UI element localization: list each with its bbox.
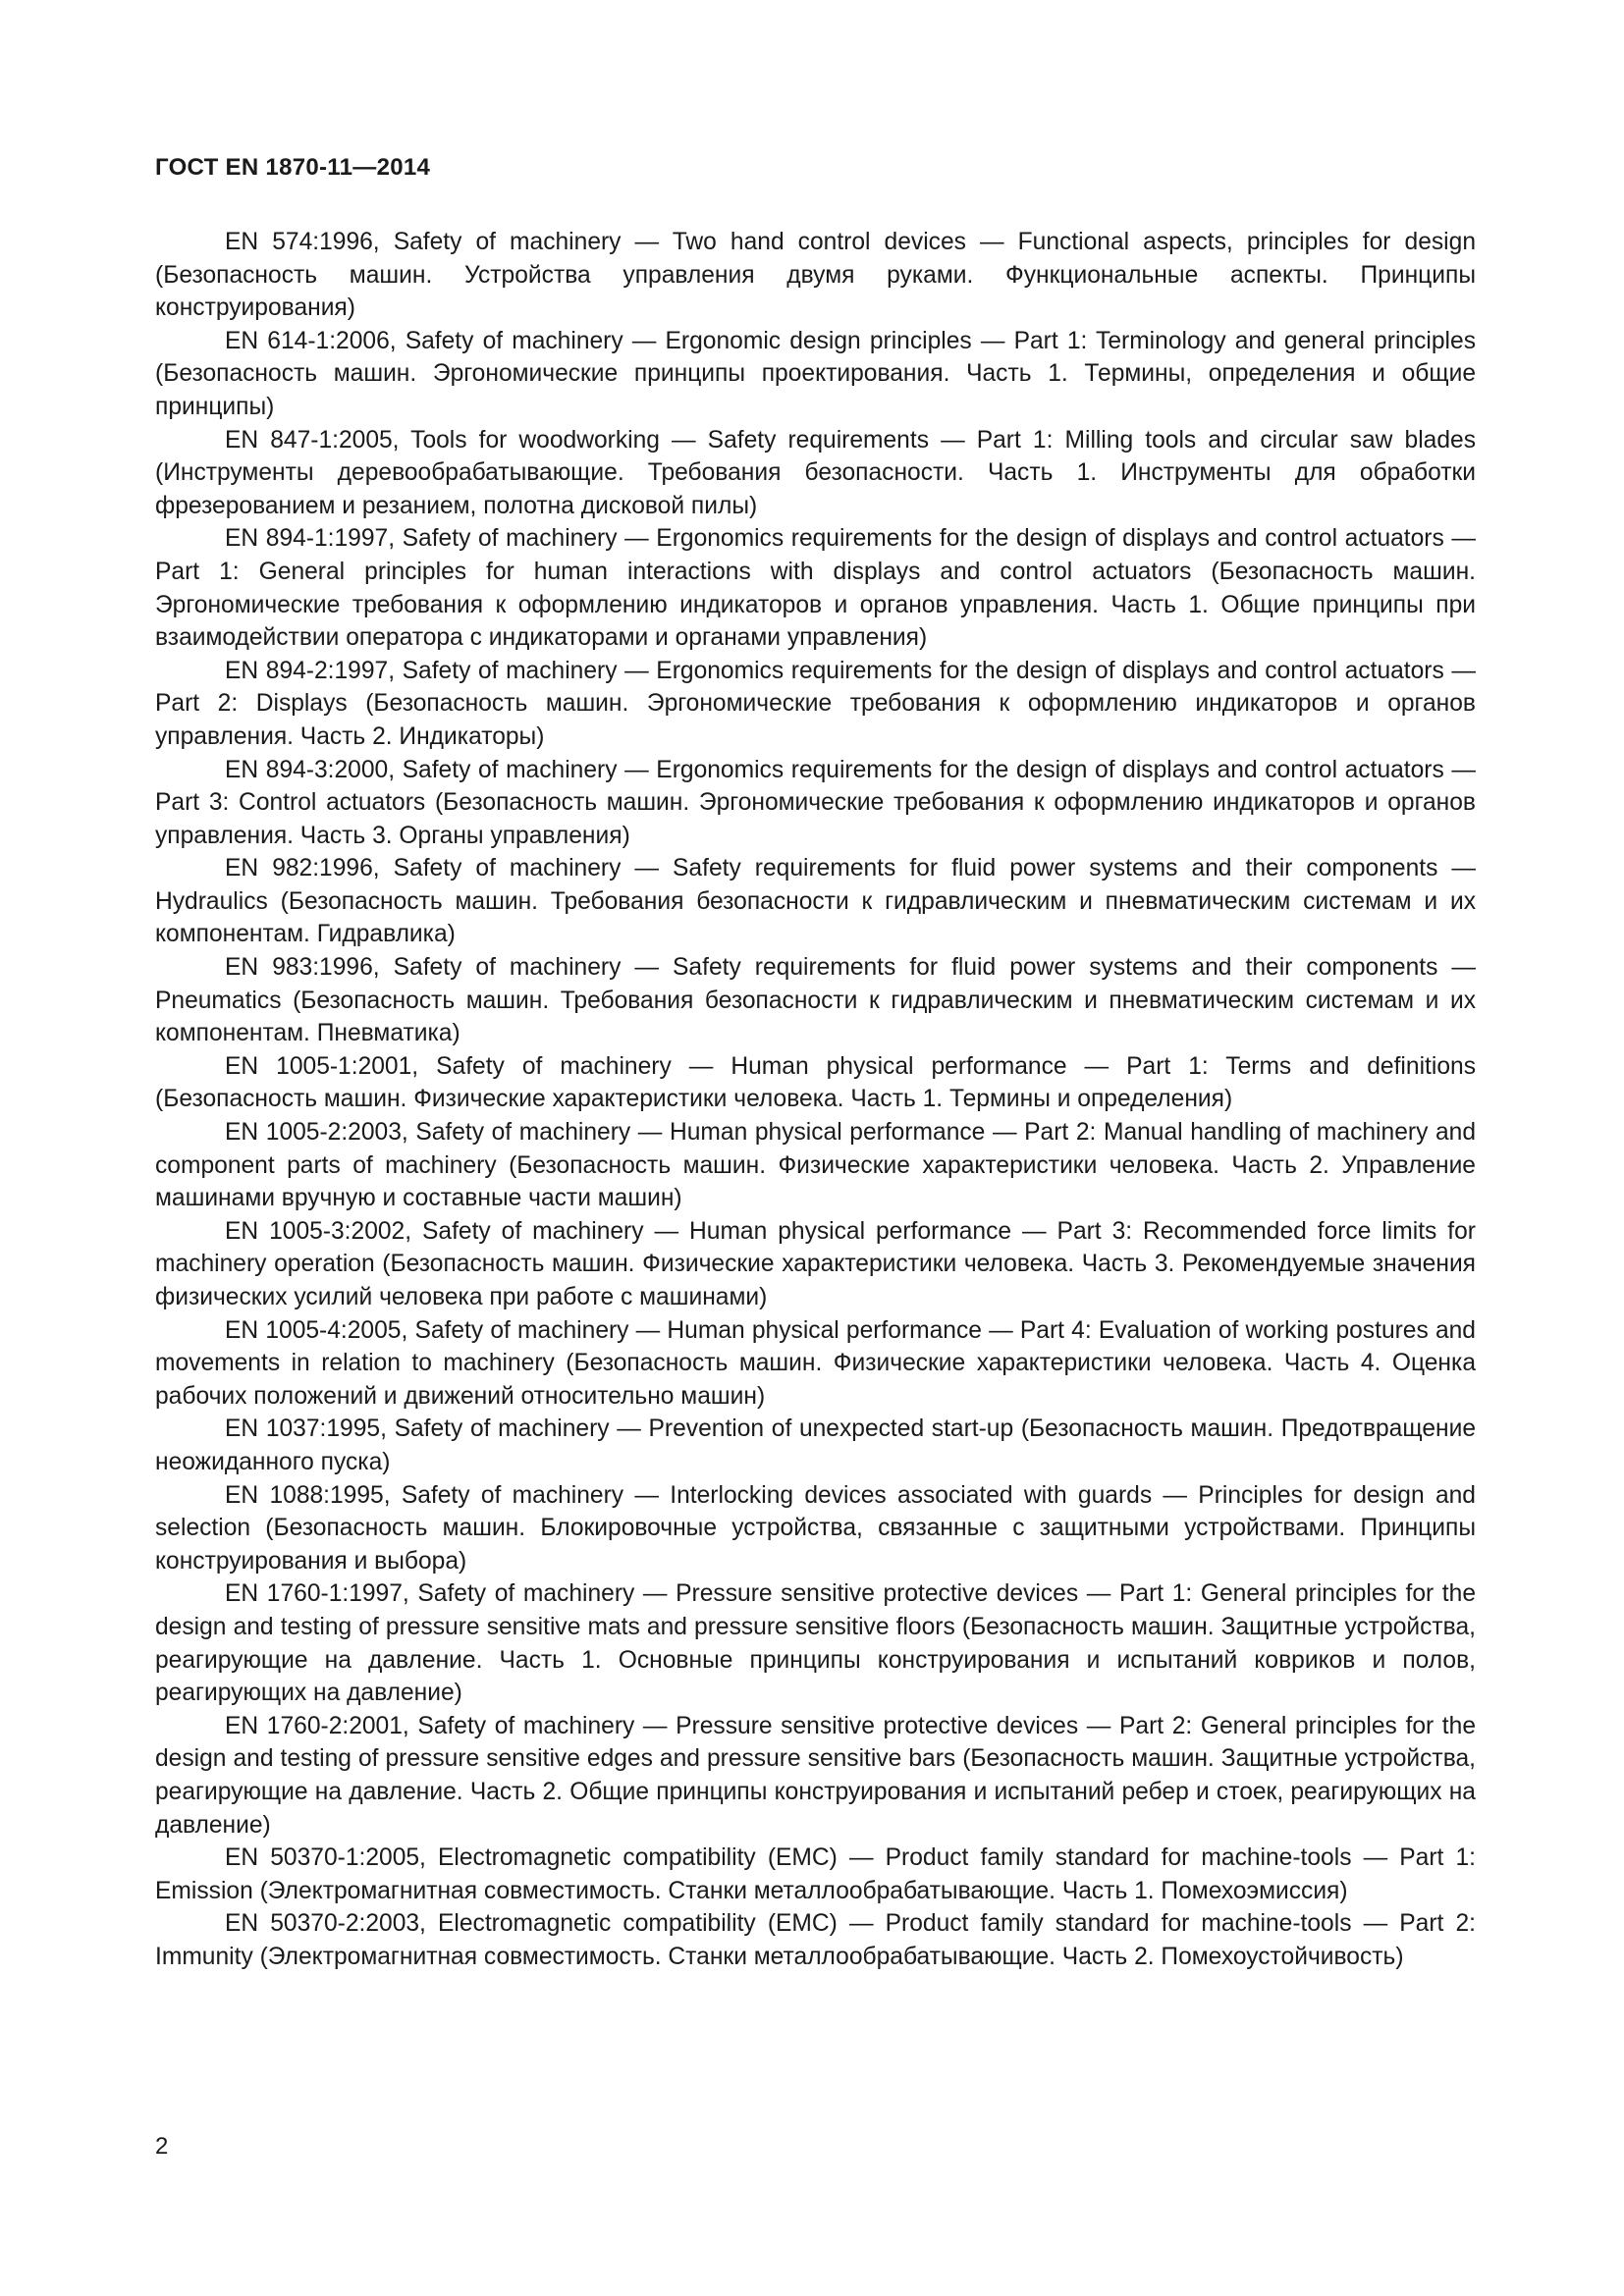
reference-entry: EN 614-1:2006, Safety of machinery — Ergonomic design principles — Part 1: Terminology and general principles (Безопасность машин. Эргономические принципы проектирования. Часть 1. Термины, определения и общие принципы) [155,327,1476,420]
page-number: 2 [155,2133,169,2160]
reference-entry: EN 1005-1:2001, Safety of machinery — Human physical performance — Part 1: Terms and definitions (Безопасность машин. Физические характеристики человека. Часть 1. Термины и определения) [155,1052,1476,1113]
reference-entry: EN 574:1996, Safety of machinery — Two hand control devices — Functional aspects, principles for design (Безопасность машин. Устройства управления двумя руками. Функциональные аспекты. Принципы конструирования) [155,229,1476,322]
reference-entry: EN 1088:1995, Safety of machinery — Interlocking devices associated with guards — Principles for design and selection (Безопасность машин. Блокировочные устройства, связанные с защитными устройствами. Принципы конструирования и выбора) [155,1481,1476,1575]
normative-references-list [155,226,1476,1973]
reference-entry: EN 50370-2:2003, Electromagnetic compatibility (EMC) — Product family standard for machine-tools — Part 2: Immunity (Электромагнитная совместимость. Станки металлообрабатывающие. Часть 2. Помехоустойчивость) [155,1910,1476,1970]
reference-entry: EN 983:1996, Safety of machinery — Safety requirements for fluid power systems and their components — Pneumatics (Безопасность машин. Требования безопасности к гидравлическим и пневматическим системам и их компонентам. Пневматика) [155,954,1476,1047]
reference-entry: EN 982:1996, Safety of machinery — Safety requirements for fluid power systems and their components — Hydraulics (Безопасность машин. Требования безопасности к гидравлическим и пневматическим системам и их компонентам. Гидравлика) [155,855,1476,948]
reference-entry: EN 1037:1995, Safety of machinery — Prevention of unexpected start-up (Безопасность машин. Предотвращение неожиданного пуска) [155,1415,1476,1475]
reference-entry: EN 50370-1:2005, Electromagnetic compatibility (EMC) — Product family standard for machine-tools — Part 1: Emission (Электромагнитная совместимость. Станки металлообрабатывающие. Часть 1. Помехоэмиссия) [155,1844,1476,1904]
reference-entry: EN 894-3:2000, Safety of machinery — Ergonomics requirements for the design of displays and control actuators — Part 3: Control actuators (Безопасность машин. Эргономические требования к оформлению индикаторов и органов управления. Часть 3. Органы управления) [155,756,1476,849]
document-header: ГОСТ EN 1870-11—2014 [155,154,431,181]
reference-entry: EN 1005-4:2005, Safety of machinery — Human physical performance — Part 4: Evaluation of working postures and movements in relation to machinery (Безопасность машин. Физические характеристики человека. Часть 4. Оценка рабочих положений и движений относительно машин) [155,1316,1476,1410]
reference-entry: EN 1760-1:1997, Safety of machinery — Pressure sensitive protective devices — Part 1: General principles for the design and testing of pressure sensitive mats and pressure sensitive floors (Безопасность машин. Защитные устройства, реагирующие на давление. Часть 1. Основные принципы конструирования и испытаний ковриков и полов, реагирующих на давление) [155,1580,1476,1707]
reference-entry: EN 1760-2:2001, Safety of machinery — Pressure sensitive protective devices — Part 2: General principles for the design and testing of pressure sensitive edges and pressure sensitive bars (Безопасность машин. Защитные устройства, реагирующие на давление. Часть 2. Общие принципы конструирования и испытаний ребер и стоек, реагирующих на давление) [155,1712,1476,1839]
reference-entry: EN 894-1:1997, Safety of machinery — Ergonomics requirements for the design of displays and control actuators — Part 1: General principles for human interactions with displays and control actuators (Безопасность машин. Эргономические требования к оформлению индикаторов и органов управления. Часть 1. Общие принципы при взаимодействии оператора с индикаторами и органами управления) [155,525,1476,652]
reference-entry: EN 894-2:1997, Safety of machinery — Ergonomics requirements for the design of displays and control actuators — Part 2: Displays (Безопасность машин. Эргономические требования к оформлению индикаторов и органов управления. Часть 2. Индикаторы) [155,657,1476,750]
reference-entry: EN 847-1:2005, Tools for woodworking — Safety requirements — Part 1: Milling tools and circular saw blades (Инструменты деревообрабатывающие. Требования безопасности. Часть 1. Инструменты для обработки фрезерованием и резанием, полотна дисковой пилы) [155,426,1476,519]
reference-entry: EN 1005-2:2003, Safety of machinery — Human physical performance — Part 2: Manual handling of machinery and component parts of machinery (Безопасность машин. Физические характеристики человека. Часть 2. Управление машинами вручную и составные части машин) [155,1119,1476,1212]
reference-entry: EN 1005-3:2002, Safety of machinery — Human physical performance — Part 3: Recommended force limits for machinery operation (Безопасность машин. Физические характеристики человека. Часть 3. Рекомендуемые значения физических усилий человека при работе с машинами) [155,1217,1476,1310]
